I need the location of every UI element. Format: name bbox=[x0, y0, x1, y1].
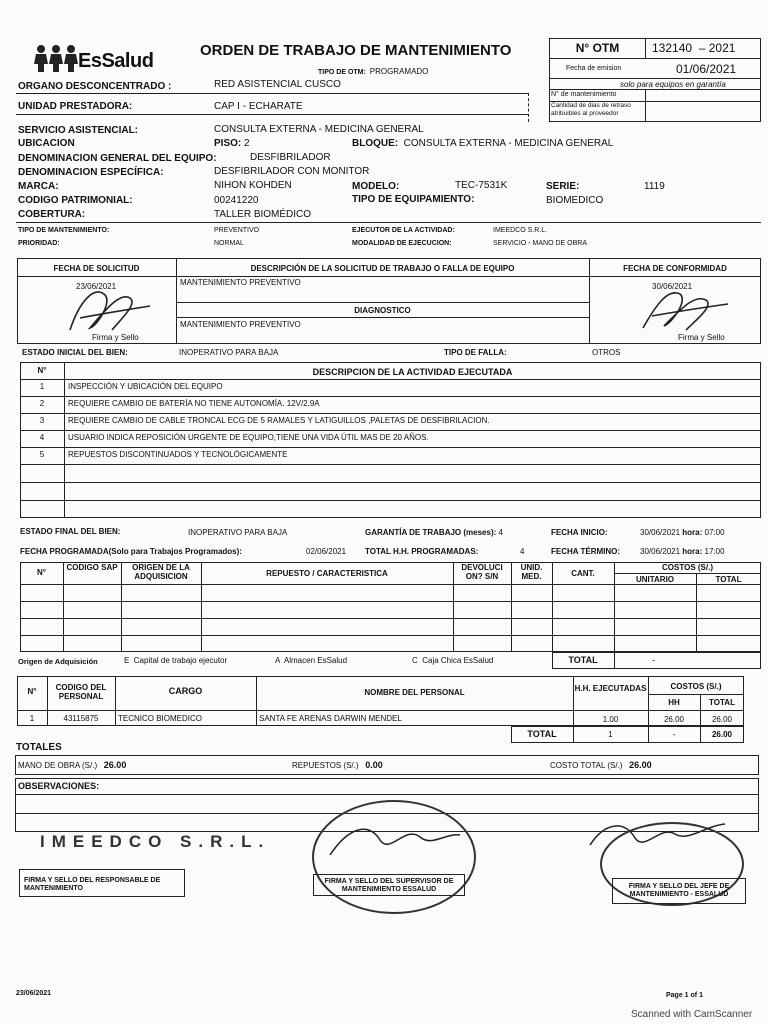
servicio-value: CONSULTA EXTERNA - MEDICINA GENERAL bbox=[214, 124, 424, 135]
tipo-equipamiento-value: BIOMEDICO bbox=[546, 195, 604, 206]
repuestos-col-cant: CANT. bbox=[571, 569, 595, 578]
fecha-emision-label: Fecha de emision bbox=[566, 65, 622, 72]
denom-general-label: DENOMINACION GENERAL DEL EQUIPO: bbox=[18, 153, 217, 164]
totales-label: TOTALES bbox=[16, 742, 62, 753]
firma-right-label: Firma y Sello bbox=[678, 333, 725, 342]
garantia-note: solo para equipos en garantía bbox=[620, 80, 726, 89]
fecha-termino-label: FECHA TÉRMINO: bbox=[551, 547, 621, 556]
tipo-mantenimiento-label: TIPO DE MANTENIMIENTO: bbox=[18, 227, 110, 234]
personal-col-hh: H.H. EJECUTADAS bbox=[574, 684, 647, 693]
modalidad-value: SERVICIO - MANO DE OBRA bbox=[493, 240, 587, 247]
serie-value: 1119 bbox=[644, 181, 665, 192]
mano-obra: MANO DE OBRA (S/.) 26.00 bbox=[18, 760, 127, 770]
actividad-row-text: REPUESTOS DISCONTINUADOS Y TECNOLÓGICAMENTE bbox=[68, 450, 288, 459]
tipo-falla-value: OTROS bbox=[592, 348, 621, 357]
ejecutor-value: IMEEDCO S.R.L. bbox=[493, 227, 548, 234]
prioridad-label: PRIORIDAD: bbox=[18, 240, 60, 247]
personal-col-nombre: NOMBRE DEL PERSONAL bbox=[364, 688, 465, 697]
personal-col-n: N° bbox=[27, 687, 37, 696]
personal-row-codigo: 43115875 bbox=[63, 714, 99, 723]
signature-jefe-icon bbox=[580, 810, 730, 870]
modelo-value: TEC-7531K bbox=[455, 180, 508, 191]
marca-label: MARCA: bbox=[18, 181, 59, 192]
firma-responsable-label: FIRMA Y SELLO DEL RESPONSABLE DE MANTENIMIENTO bbox=[24, 877, 161, 892]
actividad-row-n: 1 bbox=[39, 382, 45, 391]
origen-a: A Almacen EsSalud bbox=[275, 656, 348, 665]
denom-general-value: DESFIBRILADOR bbox=[250, 152, 331, 163]
n-mantenimiento-label: N° de mantenimiento bbox=[551, 91, 617, 98]
origen-c: C Caja Chica EsSalud bbox=[412, 656, 494, 665]
actividad-row-n: 4 bbox=[39, 433, 45, 442]
personal-total-hh: 1 bbox=[608, 730, 613, 739]
personal-row-hh-cost: 26.00 bbox=[663, 715, 685, 724]
codigo-patrimonial-value: 00241220 bbox=[214, 195, 259, 206]
denom-especifica-label: DENOMINACION ESPECÍFICA: bbox=[18, 167, 164, 178]
estado-inicial-value: INOPERATIVO PARA BAJA bbox=[179, 348, 279, 357]
servicio-label: SERVICIO ASISTENCIAL: bbox=[18, 125, 139, 136]
personal-col-hh2: HH bbox=[668, 698, 680, 707]
cobertura-value: TALLER BIOMÉDICO bbox=[214, 209, 312, 220]
unidad-label: UNIDAD PRESTADORA: bbox=[18, 101, 133, 112]
repuestos-total-label: TOTAL bbox=[568, 655, 598, 665]
fecha-inicio-label: FECHA INICIO: bbox=[551, 528, 608, 537]
diagnostico-label: DIAGNOSTICO bbox=[354, 306, 411, 315]
piso: PISO: 2 bbox=[214, 138, 250, 149]
unidad-value: CAP I - ECHARATE bbox=[214, 101, 303, 112]
page-title: ORDEN DE TRABAJO DE MANTENIMIENTO bbox=[200, 42, 512, 59]
repuestos-col-origen: ORIGEN DE LA ADQUISICION bbox=[132, 563, 190, 581]
otm-label: N° OTM bbox=[575, 41, 620, 55]
descripcion-label: DESCRIPCIÓN DE LA SOLICITUD DE TRABAJO O FALLA DE EQUIPO bbox=[250, 264, 515, 273]
fecha-programada-value: 02/06/2021 bbox=[306, 547, 347, 556]
descripcion-value: MANTENIMIENTO PREVENTIVO bbox=[180, 278, 301, 287]
observaciones-label: OBSERVACIONES: bbox=[18, 781, 100, 791]
codigo-patrimonial-label: CODIGO PATRIMONIAL: bbox=[18, 195, 133, 206]
footer-page: Page 1 of 1 bbox=[666, 992, 703, 999]
bloque: BLOQUE: CONSULTA EXTERNA - MEDICINA GENERAL bbox=[352, 138, 614, 149]
actividad-row-n: 2 bbox=[39, 399, 45, 408]
personal-row-hh: 1.00 bbox=[602, 715, 619, 724]
modelo-label: MODELO: bbox=[352, 181, 400, 192]
actividad-col-n: N° bbox=[37, 366, 47, 375]
fecha-inicio-value: 30/06/2021 hora: 07:00 bbox=[640, 528, 725, 537]
signature-conformidad-icon bbox=[628, 280, 738, 340]
origen-e: E Capital de trabajo ejecutor bbox=[124, 656, 228, 665]
repuestos-total-value: - bbox=[652, 655, 655, 665]
essalud-logo bbox=[34, 44, 174, 74]
tipo-otm: TIPO DE OTM: PROGRAMADO bbox=[318, 67, 429, 76]
repuestos-col-codigo: CODIGO SAP bbox=[66, 563, 118, 572]
fecha-termino-value: 30/06/2021 hora: 17:00 bbox=[640, 547, 725, 556]
signature-solicitud-icon bbox=[50, 280, 160, 340]
fecha-solicitud-label: FECHA DE SOLICITUD bbox=[53, 264, 140, 273]
costo-total: COSTO TOTAL (S/.) 26.00 bbox=[550, 760, 652, 770]
repuestos-total: REPUESTOS (S/.) 0.00 bbox=[292, 760, 383, 770]
fecha-programada-label: FECHA PROGRAMADA(Solo para Trabajos Programados): bbox=[20, 547, 242, 556]
logo-text: EsSalud bbox=[78, 50, 154, 72]
tipo-mantenimiento-value: PREVENTIVO bbox=[214, 227, 260, 234]
actividad-row-text: USUARIO INDICA REPOSICIÓN URGENTE DE EQUIPO,TIENE UNA VIDA ÚTIL MAS DE 20 AÑOS. bbox=[68, 433, 429, 442]
actividad-row-text: REQUIERE CAMBIO DE BATERÍA NO TIENE AUTONOMÍA. 12V/2.9A bbox=[68, 399, 320, 408]
repuestos-col-unitario: UNITARIO bbox=[635, 575, 675, 584]
repuestos-col-total: TOTAL bbox=[715, 575, 742, 584]
signature-supervisor-icon bbox=[320, 815, 470, 875]
personal-col-codigo: CODIGO DEL PERSONAL bbox=[55, 683, 107, 701]
firma-left-label: Firma y Sello bbox=[92, 333, 139, 342]
total-hh-value: 4 bbox=[520, 547, 525, 556]
personal-total-hh-cost: - bbox=[672, 730, 676, 739]
fecha-solicitud-value: 23/06/2021 bbox=[76, 282, 117, 291]
people-logo-icon bbox=[34, 44, 78, 72]
imeedco-stamp: IMEEDCO S.R.L. bbox=[40, 832, 271, 851]
actividad-col-desc: DESCRIPCION DE LA ACTIVIDAD EJECUTADA bbox=[312, 367, 513, 377]
repuestos-col-devolucion: DEVOLUCI ON? S/N bbox=[461, 563, 503, 581]
personal-total-label: TOTAL bbox=[527, 729, 557, 739]
estado-inicial-label: ESTADO INICIAL DEL BIEN: bbox=[22, 348, 128, 357]
footer-date: 23/06/2021 bbox=[16, 990, 52, 997]
repuestos-col-repuesto: REPUESTO / CARACTERISTICA bbox=[266, 569, 388, 578]
personal-row-n: 1 bbox=[29, 714, 35, 723]
fecha-conformidad-label: FECHA DE CONFORMIDAD bbox=[623, 264, 727, 273]
serie-label: SERIE: bbox=[546, 181, 580, 192]
cantidad-dias-label: Cantidad de dias de retraso atribuibles al proveedor bbox=[551, 102, 631, 117]
modalidad-label: MODALIDAD DE EJECUCION: bbox=[352, 240, 452, 247]
origen-note: Origen de Adquisición bbox=[18, 657, 98, 666]
personal-row-nombre: SANTA FE ARENAS DARWIN MENDEL bbox=[259, 714, 402, 723]
actividad-row-n: 3 bbox=[39, 416, 45, 425]
personal-total-total: 26.00 bbox=[711, 730, 733, 739]
repuestos-col-costos: COSTOS (S/.) bbox=[662, 563, 713, 572]
denom-especifica-value: DESFIBRILADOR CON MONITOR bbox=[214, 166, 370, 177]
diagnostico-value: MANTENIMIENTO PREVENTIVO bbox=[180, 320, 301, 329]
ubicacion-label: UBICACION bbox=[18, 138, 75, 149]
fecha-conformidad-value: 30/06/2021 bbox=[652, 282, 693, 291]
fecha-emision-value: 01/06/2021 bbox=[676, 62, 737, 76]
otm-number: 132140 – 2021 bbox=[652, 41, 736, 55]
firma-supervisor-label: FIRMA Y SELLO DEL SUPERVISOR DE MANTENIMIENTO ESSALUD bbox=[324, 878, 454, 893]
personal-col-costos: COSTOS (S/.) bbox=[670, 682, 722, 691]
tipo-equipamiento-label: TIPO DE EQUIPAMIENTO: bbox=[352, 194, 475, 205]
personal-col-cargo: CARGO bbox=[168, 686, 203, 696]
scanned-with-label: Scanned with CamScanner bbox=[631, 1009, 753, 1020]
personal-row-cargo: TECNICO BIOMEDICO bbox=[118, 714, 203, 723]
personal-col-total: TOTAL bbox=[709, 698, 735, 707]
garantia: GARANTÍA DE TRABAJO (meses): 4 bbox=[365, 528, 503, 537]
ejecutor-label: EJECUTOR DE LA ACTIVIDAD: bbox=[352, 227, 455, 234]
organo-value: RED ASISTENCIAL CUSCO bbox=[214, 79, 341, 90]
actividad-row-text: INSPECCIÓN Y UBICACIÓN DEL EQUIPO bbox=[68, 382, 223, 391]
actividad-row-text: REQUIERE CAMBIO DE CABLE TRONCAL ECG DE 5 RAMALES Y LATIGUILLOS ,PALETAS DE DESFIBRILACION. bbox=[68, 416, 490, 425]
personal-row-total: 26.00 bbox=[711, 715, 733, 724]
cobertura-label: COBERTURA: bbox=[18, 209, 86, 220]
actividad-row-n: 5 bbox=[39, 450, 45, 459]
total-hh-label: TOTAL H.H. PROGRAMADAS: bbox=[365, 547, 479, 556]
marca-value: NIHON KOHDEN bbox=[214, 180, 292, 191]
firma-jefe-label: FIRMA Y SELLO DEL JEFE DE MANTENIMIENTO - ESSALUD bbox=[628, 883, 730, 898]
repuestos-col-n: N° bbox=[37, 568, 46, 577]
organo-label: ORGANO DESCONCENTRADO : bbox=[18, 81, 172, 92]
estado-final-label: ESTADO FINAL DEL BIEN: bbox=[20, 527, 121, 536]
repuestos-col-unid: UNID. MED. bbox=[520, 563, 543, 581]
tipo-falla-label: TIPO DE FALLA: bbox=[444, 348, 507, 357]
estado-final-value: INOPERATIVO PARA BAJA bbox=[188, 528, 288, 537]
prioridad-value: NORMAL bbox=[214, 240, 244, 247]
